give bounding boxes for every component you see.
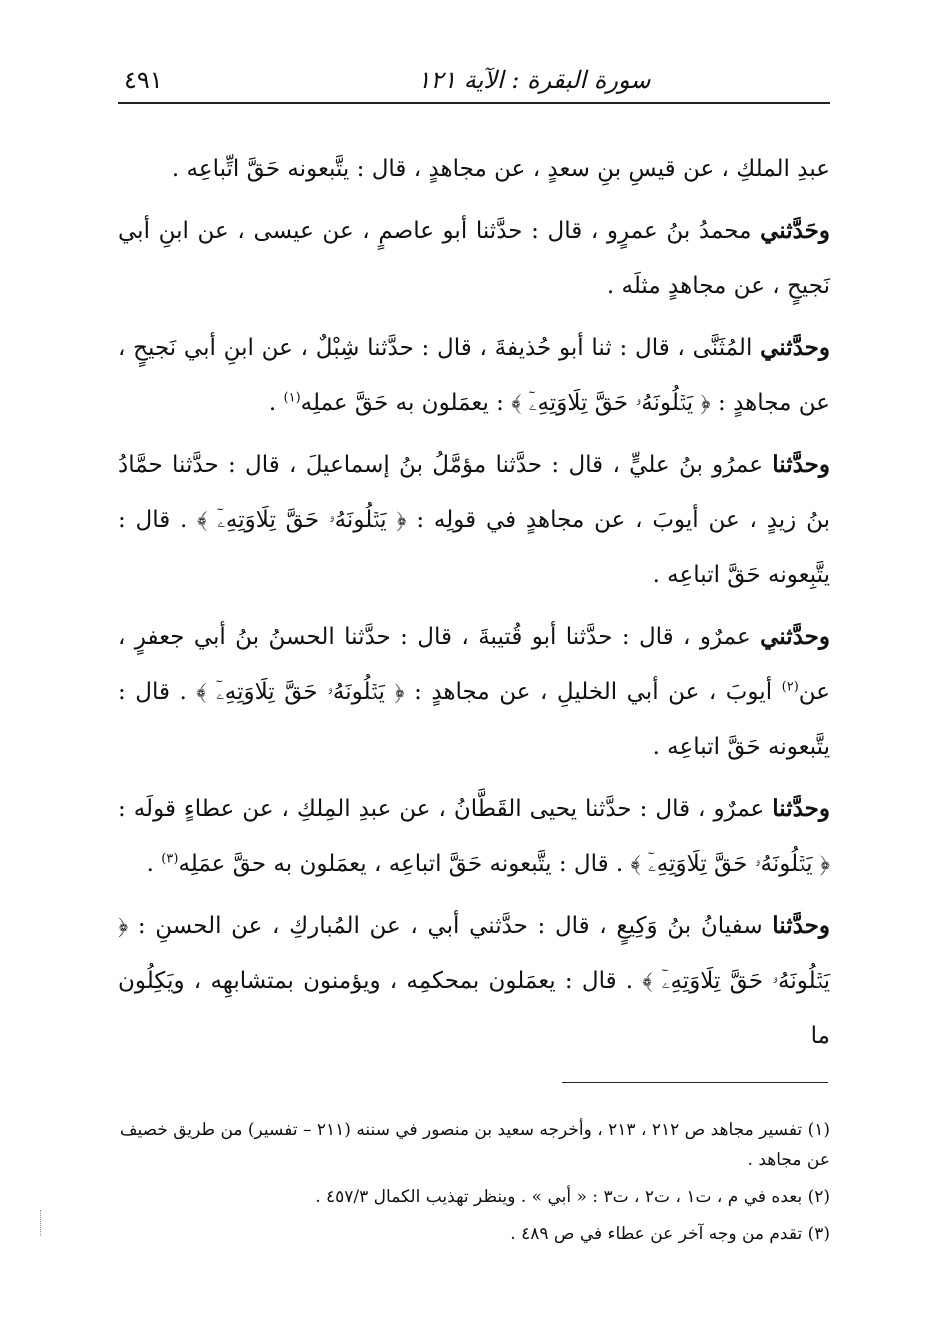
paragraph-text: عبدِ الملكِ ، عن قيسِ بنِ سعدٍ ، عن مجاهدٍ ، قال : يتَّبعونه حَقَّ اتِّباعِه . <box>171 156 830 182</box>
running-header <box>118 58 830 104</box>
footnote-separator <box>562 1082 828 1083</box>
paragraph-4 <box>118 437 830 603</box>
paragraph-7 <box>118 898 830 1064</box>
paragraph-tail: . <box>268 390 284 416</box>
footnote-ref-2[interactable]: (٢) <box>781 679 799 695</box>
paragraph-text: المُثَنَّى ، قال : ثنا أبو حُذيفةَ ، قال : حدَّثنا شِبْلٌ ، عن ابنِ أبي نَجيحٍ ، عن مجاهدٍ : ﴿ يَتۡلُونَهُۥ حَقَّ تِلَاوَتِهِۦٓ ﴾ : يعمَلون به حَقَّ عملِه <box>118 335 830 416</box>
surah-verse-title: سورة البقرة : الآية ١٢١ <box>417 66 651 94</box>
page-number: ٤٩١ <box>124 66 163 94</box>
paragraph-lead: وحدَّثني <box>760 623 830 650</box>
footnote-ref-1[interactable]: (١) <box>283 390 301 406</box>
paragraph-lead: وحدَّثنا <box>772 451 830 478</box>
main-text <box>118 142 830 1070</box>
footnote-text: (٢) بعده في م ، ت١ ، ت٢ ، ت٣ : « أبي » . وينظر تهذيب الكمال ٤٥٧/٣ . <box>315 1187 830 1207</box>
margin-mark <box>40 1210 45 1236</box>
footnote-1 <box>118 1115 830 1175</box>
footnote-text: (١) تفسير مجاهد ص ٢١٢ ، ٢١٣ ، وأخرجه سعيد بن منصور في سننه (٢١١ – تفسير) من طريق خصيف <box>119 1120 830 1140</box>
footnotes <box>118 1115 830 1256</box>
footnote-ref-3[interactable]: (٣) <box>161 851 179 867</box>
paragraph-1 <box>118 142 830 197</box>
footnote-continuation: عن مجاهد . <box>747 1150 830 1170</box>
footnote-text: (٣) تقدم من وجه آخر عن عطاء في ص ٤٨٩ . <box>510 1224 830 1244</box>
paragraph-6 <box>118 781 830 892</box>
footnote-3 <box>118 1219 830 1249</box>
footnote-2 <box>118 1182 830 1212</box>
paragraph-text: عمرُو بنُ عليٍّ ، قال : حدَّثنا مؤمَّلُ بنُ إسماعيلَ ، قال : حدَّثنا حمَّادُ بنُ زيدٍ ، عن أيوبَ ، عن مجاهدٍ في قولِه : ﴿ يَتۡلُونَهُۥ حَقَّ تِلَاوَتِهِۦٓ ﴾ . قال : يتَّبِعونه حَقَّ اتباعِه . <box>118 452 830 588</box>
paragraph-text: سفيانُ بنُ وَكِيعٍ ، قال : حدَّثني أبي ، عن المُباركِ ، عن الحسنِ : ﴿ يَتۡلُونَهُۥ حَقَّ تِلَاوَتِهِۦٓ ﴾ . قال : يعمَلون بمحكمِه ، ويؤمنون بمتشابهِه ، ويَكِلُون ما <box>118 913 830 1049</box>
paragraph-2 <box>118 203 830 314</box>
paragraph-text: عمرٌو ، قال : حدَّثنا أبو قُتيبةَ ، قال : حدَّثنا الحسنُ بنُ أبي جعفرٍ ، عن <box>118 624 830 705</box>
paragraph-lead: وحدَّثنا <box>772 795 830 822</box>
paragraph-lead: وحدَّثنا <box>772 912 830 939</box>
paragraph-text: محمدُ بنُ عمرٍو ، قال : حدَّثنا أبو عاصمٍ ، عن عيسى ، عن ابنِ أبي نَجيحٍ ، عن مجاهدٍ مثلَه . <box>118 218 830 299</box>
paragraph-lead: وحدَّثني <box>760 334 830 361</box>
paragraph-text: عمرٌو ، قال : حدَّثنا يحيى القَطَّانُ ، عن عبدِ المِلكِ ، عن عطاءٍ قولَه : ﴿ يَتۡلُونَهُۥ حَقَّ تِلَاوَتِهِۦٓ ﴾ . قال : يتَّبعونه حَقَّ اتباعِه ، يعمَلون به حقَّ عمَلِه <box>118 796 830 877</box>
paragraph-5 <box>118 609 830 775</box>
paragraph-tail: . <box>146 851 162 877</box>
paragraph-lead: وحَدَّثني <box>760 217 830 244</box>
paragraph-tail: أيوبَ ، عن أبي الخليلِ ، عن مجاهدٍ : ﴿ يَتۡلُونَهُۥ حَقَّ تِلَاوَتِهِۦٓ ﴾ . قال : يتَّبعونه حَقَّ اتباعِه . <box>118 679 830 760</box>
paragraph-3 <box>118 320 830 431</box>
